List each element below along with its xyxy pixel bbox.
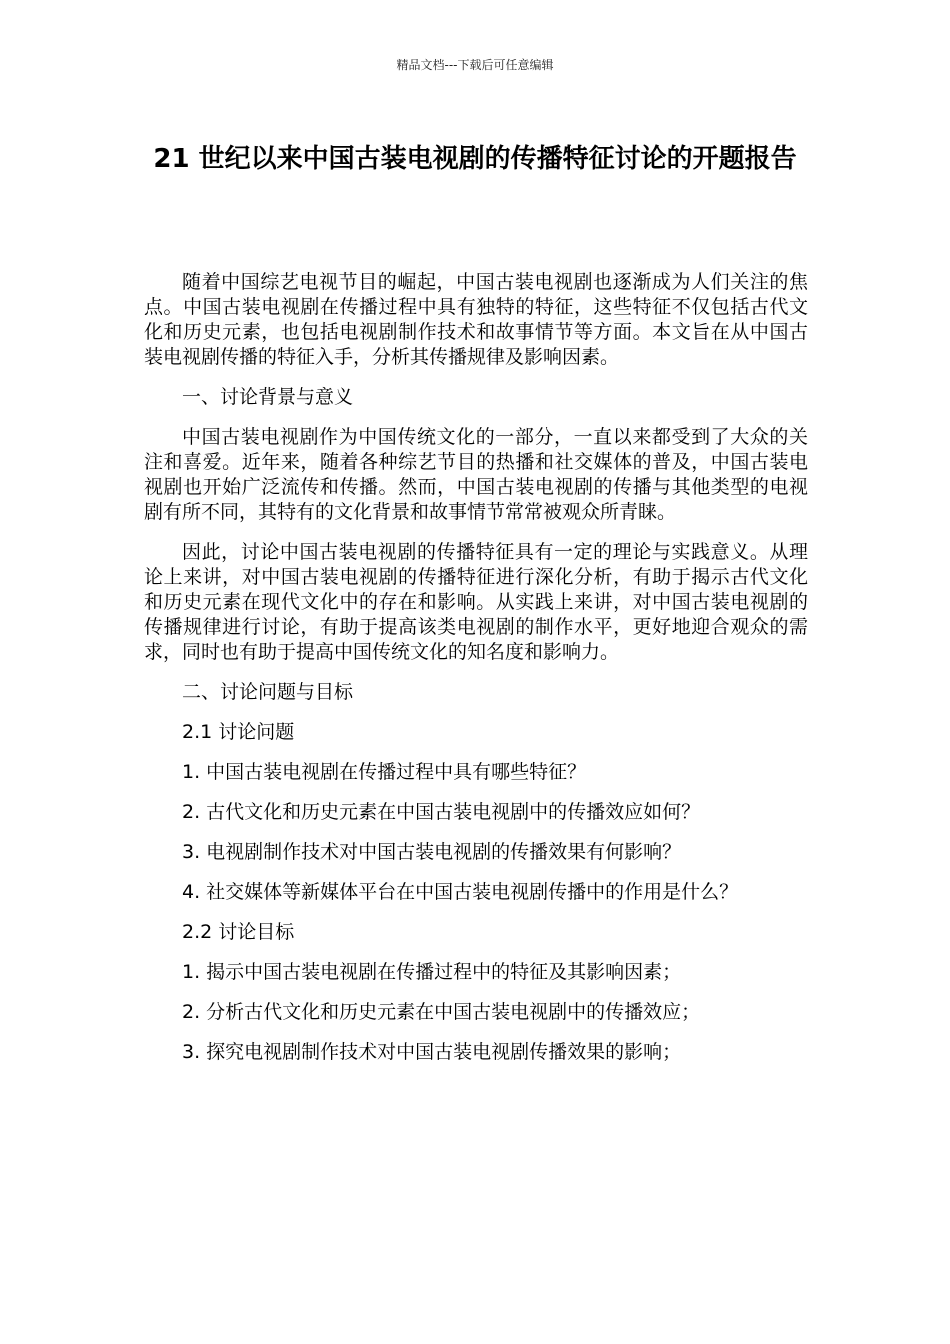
question-item: 3. 电视剧制作技术对中国古装电视剧的传播效果有何影响？	[182, 841, 682, 863]
question-item: 1. 中国古装电视剧在传播过程中具有哪些特征？	[182, 761, 587, 783]
document-body	[144, 270, 808, 1065]
question-item: 2. 古代文化和历史元素在中国古装电视剧中的传播效应如何？	[182, 801, 701, 823]
subsection-heading-questions: 2.1 讨论问题	[182, 721, 295, 743]
document-title: 21 世纪以来中国古装电视剧的传播特征讨论的开题报告	[153, 144, 797, 174]
question-item: 4. 社交媒体等新媒体平台在中国古装电视剧传播中的作用是什么？	[182, 881, 739, 903]
intro-paragraph: 随着中国综艺电视节目的崛起，中国古装电视剧也逐渐成为人们关注的焦点。中国古装电视剧在传播过程中具有独特的特征，这些特征不仅包括古代文化和历史元素，也包括电视剧制作技术和故事情节等方面。本文旨在从中国古装电视剧传播的特征入手，分析其传播规律及影响因素。	[144, 271, 808, 368]
goal-item: 3. 探究电视剧制作技术对中国古装电视剧传播效果的影响；	[182, 1041, 682, 1063]
section-heading-background: 一、讨论背景与意义	[182, 386, 354, 408]
header-note: 精品文档---下载后可任意编辑	[396, 58, 554, 72]
goal-item: 2. 分析古代文化和历史元素在中国古装电视剧中的传播效应；	[182, 1001, 701, 1023]
goal-item: 1. 揭示中国古装电视剧在传播过程中的特征及其影响因素；	[182, 961, 682, 983]
significance-paragraph: 因此，讨论中国古装电视剧的传播特征具有一定的理论与实践意义。从理论上来讲，对中国古装电视剧的传播特征进行深化分析，有助于揭示古代文化和历史元素在现代文化中的存在和影响。从实践上来讲，对中国古装电视剧的传播规律进行讨论，有助于提高该类电视剧的制作水平，更好地迎合观众的需求，同时也有助于提高中国传统文化的知名度和影响力。	[144, 541, 808, 663]
section-heading-questions: 二、讨论问题与目标	[182, 681, 354, 703]
background-paragraph: 中国古装电视剧作为中国传统文化的一部分，一直以来都受到了大众的关注和喜爱。近年来，随着各种综艺节目的热播和社交媒体的普及，中国古装电视剧也开始广泛流传和传播。然而，中国古装电视剧的传播与其他类型的电视剧有所不同，其特有的文化背景和故事情节常常被观众所青睐。	[144, 426, 808, 523]
subsection-heading-goals: 2.2 讨论目标	[182, 921, 295, 943]
